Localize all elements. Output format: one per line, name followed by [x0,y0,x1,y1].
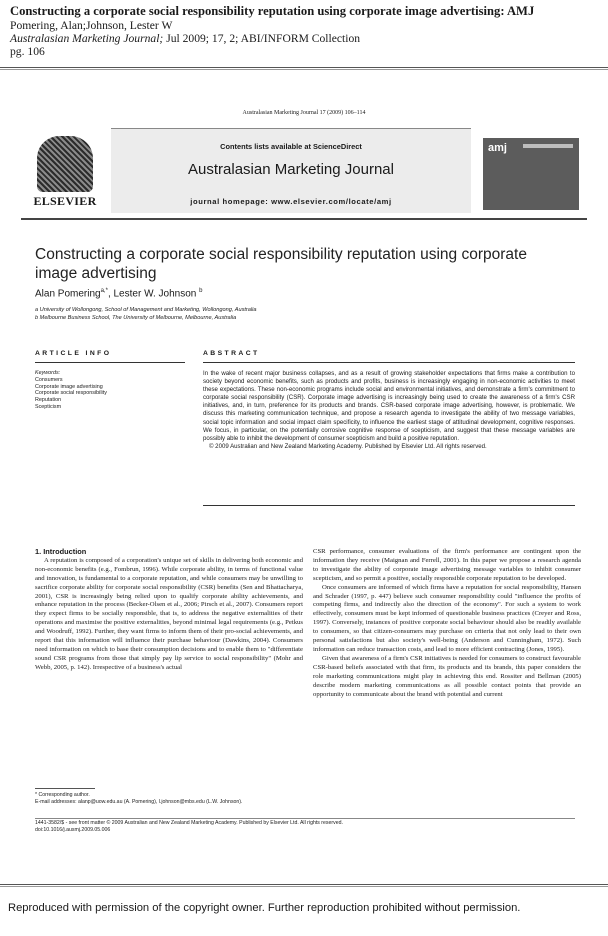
footer-rule-secondary [0,886,608,887]
contents-line: Contents lists available at ScienceDirect [220,142,362,151]
scanned-article-page [21,100,587,880]
cover-label: amj [488,142,507,154]
header-rule-secondary [0,69,608,70]
body-paragraph: A reputation is composed of a corporation's unique set of skills in delivering both economic and non-economic benefits (e.g., Fombrun, 1996). While corporate ability, in terms of functional value and innovation, is fundamental to a corporate reputation, and while consumers may be unwilling to sacrifice corporate ability for corporate social responsibility (CSR) benefits (Sen and Bhattacharya, 2001), CSR is increasingly being relied upon to qualify corporate ability achievements, and enhance reputation in the process (Becker-Olsen et al., 2006; Pirsch et al., 2007). Consumers report they expect firms to be socially responsible, that is, to address the negative externalities of their operations and maximise the positive externalities, beyond minimal legal requirements (e.g., Petkus and Woodruff, 1992). Further, they want firms to inform them of their pro-social achievements, and report that this information will influence their purchase behaviour (Dawkins, 2004). Consumers need information on which to base their consumption decisions and to enable them to "differentiate sound CSR programs from those that simply pay lip service to social responsibility" (Mohr and Webb, 2005, p. 142). Irrespective of a business's actual [35,556,303,671]
doi-line: doi:10.1016/j.ausmj.2009.05.006 [35,827,111,833]
section-heading-introduction: 1. Introduction [35,547,87,556]
article-authors [35,288,202,299]
body-paragraph: CSR performance, consumer evaluations of the firm's performance are contingent upon the information they receive (Maignan and Ferrell, 2001). In this paper we propose a research agenda to investigate the ability of corporate image advertising message variables to inhibit consumer scepticism, and so permit a positive, socially responsible corporate reputation to be developed. [313,548,581,582]
journal-homepage: journal homepage: www.elsevier.com/locate/amj [190,197,392,206]
issn-line: 1441-3582/$ - see front matter © 2009 Australian and New Zealand Marketing Academy. Published by Elsevier Ltd. All rights reserved. [35,820,343,826]
body-column-left [35,548,303,673]
document-authors: Pomering, Alan;Johnson, Lester W [10,19,173,32]
issue-info: Jul 2009; 17, 2; ABI/INFORM Collection [163,32,361,45]
document-title: Constructing a corporate social responsibility reputation using corporate image advertising: AMJ [10,4,535,18]
abstract-end-rule [203,505,575,506]
author-1: Alan Pomering [35,288,101,300]
keyword: Reputation [35,397,62,404]
page-number: pg. 106 [10,45,45,58]
article-info-heading: ARTICLE INFO [35,350,112,357]
header-rule [0,67,608,68]
affiliations [35,306,257,322]
journal-name: Australasian Marketing Journal [188,161,394,178]
journal-cover-thumbnail [483,138,579,210]
keyword: Consumers [35,376,63,383]
author-1-affiliation-marker: a,* [100,288,108,294]
abstract-heading: ABSTRACT [203,350,260,357]
author-2-affiliation-marker: b [199,288,203,294]
author-2: , Lester W. Johnson [107,288,197,300]
body-column-right [313,548,581,699]
banner-rule [21,218,587,220]
corresponding-author-note: * Corresponding author. [35,792,90,798]
keywords-block [35,370,185,411]
abstract-copyright: © 2009 Australian and New Zealand Marketing Academy. Published by Elsevier Ltd. All rights reserved. [209,442,487,450]
article-title: Constructing a corporate social responsibility reputation using corporate image advertising [35,246,527,282]
cover-title-strip [523,144,573,148]
journal-reference: Australasian Marketing Journal 17 (2009) 106–114 [242,110,366,116]
footnote [35,792,303,806]
keyword: Corporate image advertising [35,383,103,390]
body-paragraph: Once consumers are informed of which firms have a reputation for social responsibility, Hansen and Schrader (1997, p. 447) believe such consumer responsibility could "influence the profits of competing firms, and indirectly also the direction of the economy". For such a system to work effectively, consumers must be kept informed of questionable business practices (Creyer and Ross, 1997). Conversely, instances of positive corporate social behaviour should also be readily available to consumers, so that citizen-consumers may purchase on criteria that not only lead to their own personal satisfactions but also society's well-being (Anderson and Cunningham, 1972). Such information can reduce transaction costs, and lead to more efficient contracting (Jones, 1995). [313,583,581,653]
article-info-rule [35,362,185,363]
permission-notice: Reproduced with permission of the copyright owner. Further reproduction prohibited without permission. [8,902,521,914]
email-addresses: E-mail addresses: alanp@uow.edu.au (A. Pomering), l.johnson@mbs.edu (L.W. Johnson). [35,799,243,805]
banner-center [111,128,471,213]
abstract-body [203,370,575,451]
affiliation-b: b Melbourne Business School, The University of Melbourne, Melbourne, Australia [35,315,237,321]
journal-name-italic: Australasian Marketing Journal; [10,32,164,45]
elsevier-wordmark: ELSEVIER [33,194,97,208]
journal-banner [21,128,587,214]
proquest-header [10,4,600,58]
document-source [10,32,600,45]
issn-rule [35,818,575,819]
keyword: Corporate social responsibility [35,390,107,397]
keywords-label: Keywords: [35,370,61,376]
footer-rule [0,884,608,885]
abstract-text: In the wake of recent major business collapses, and as a result of growing stakeholder expectations that firms make a contribution to society beyond economic benefits, such as products and profits, business is increasingly engaging in non-economic activities to meet these expectations. These non-economic programs include social and environmental initiatives, and demonstrate a firm's commitment to corporate social responsibility (CSR). Corporate image advertising is increasingly being used to create the awareness of a firm's CSR initiatives, and, in turn, preference for its products and brands. CSR-based corporate image advertising, however, is problematic. We discuss this marketing communication technique, and propose a research agenda to investigate the ability of two message variables, social topic information and social impact claim specificity, to influence the earliest stage of attitudinal development, cognitive responses. We focus, in particular, on the potentially corrosive cognitive response of scepticism, and suggest that these message variables are possibly able to inhibit the development of consumer scepticism and build a positive reputation. [203,370,575,442]
footnote-rule [35,788,95,789]
affiliation-a: a University of Wollongong, School of Management and Marketing, Wollongong, Australia [35,307,257,313]
abstract-rule [203,362,575,363]
keyword: Scepticism [35,403,62,410]
elsevier-logo [29,136,101,212]
issn-block [35,820,575,834]
body-paragraph: Given that awareness of a firm's CSR initiatives is needed for consumers to construct favourable CSR-based beliefs associated with that firm, its products and its brands, this paper considers the role marketing communications might play in achieving this end. Rossiter and Bellman (2005) describe modern marketing communications as all possible contact points that provide an opportunity to communicate about the brand with potential and current [313,654,581,698]
elsevier-tree-icon [37,136,93,192]
